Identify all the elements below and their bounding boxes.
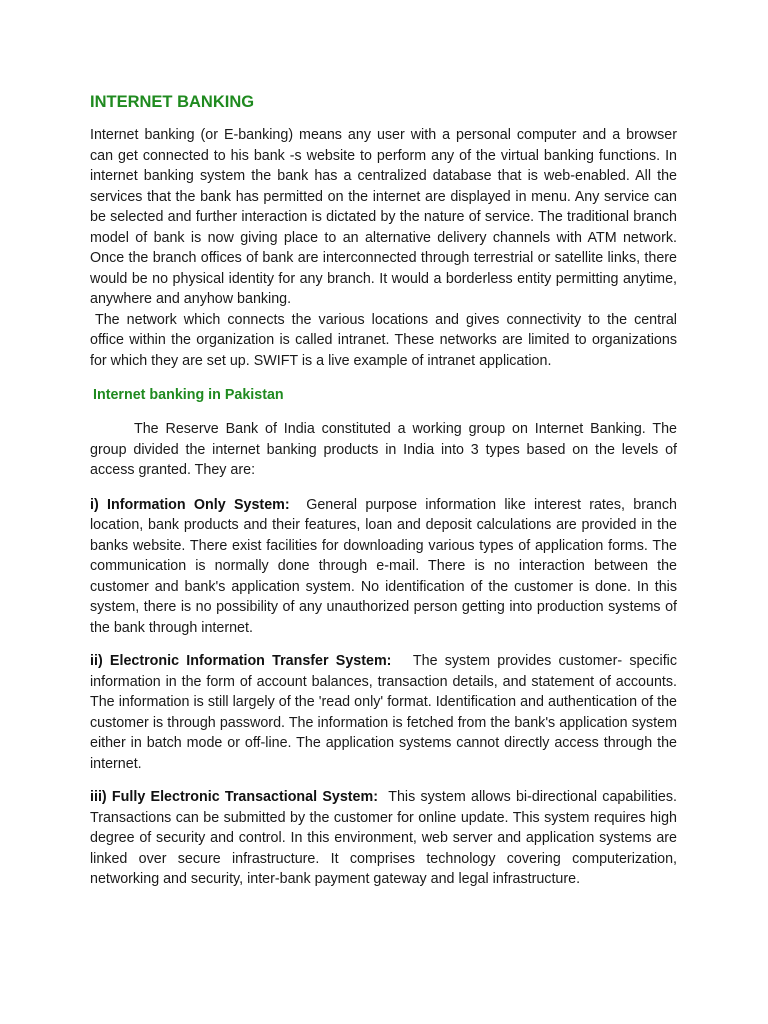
rbi-paragraph: The Reserve Bank of India constituted a working group on Internet Banking. The group divided the internet banking products in India into 3 types based on the levels of access granted. They are: — [90, 421, 677, 478]
system-body: The system provides customer- specific information in the form of account balances, transaction details, and statement of accounts. The information is still largely of the 'read only' format. Identification and authentication of the customer is through password. The information is fetched from the bank's application system either in batch mode or off-line. The application systems cannot directly access through the internet. — [90, 653, 677, 772]
system-heading: ii) Electronic Information Transfer System: — [90, 653, 392, 669]
system-body: General purpose information like interest rates, branch location, bank products and their features, loan and deposit calculations are provided in the banks website. There exist facilities for downloading various types of application forms. The communication is normally done through e-mail. There is no interaction between the customer and bank's application system. No identification of the customer is done. In this system, there is no possibility of any unauthorized person getting into production systems of the bank through internet. — [90, 496, 677, 636]
intro-paragraph-2: The network which connects the various locations and gives connectivity to the central office within the organization is called intranet. These networks are limited to organizations for which they are set up. SWIFT is a live example of intranet application. — [90, 311, 677, 369]
system-heading: iii) Fully Electronic Transactional System: — [90, 789, 378, 805]
system-body: This system allows bi-directional capabilities. Transactions can be submitted by the customer for online update. This system requires high degree of security and control. In this environment, web server and application systems are linked over secure infrastructure. It comprises technology covering computerization, networking and security, inter-bank payment gateway and legal infrastructure. — [90, 789, 677, 887]
intro-paragraph-1: Internet banking (or E-banking) means any user with a personal computer and a browser can get connected to his bank -s website to perform any of the virtual banking functions. In internet banking system the bank has a centralized database that is web-enabled. All the services that the bank has permitted on the internet are displayed in menu. Any service can be selected and further interaction is dictated by the nature of service. The traditional branch model of bank is now giving place to an alternative delivery channels with ATM network. Once the branch offices of bank are interconnected through terrestrial or satellite links, there would be no physical identity for any branch. It would a borderless entity permitting anytime, anywhere and anyhow banking. — [90, 127, 677, 307]
system-paragraph-information-only — [90, 495, 677, 639]
system-paragraph-electronic-information-transfer — [90, 651, 677, 774]
system-heading: i) Information Only System: — [90, 496, 290, 513]
document-body — [90, 92, 677, 903]
system-paragraph-fully-electronic-transactional — [90, 787, 677, 890]
page-title: INTERNET BANKING — [90, 93, 255, 111]
section-subtitle: Internet banking in Pakistan — [93, 387, 284, 403]
